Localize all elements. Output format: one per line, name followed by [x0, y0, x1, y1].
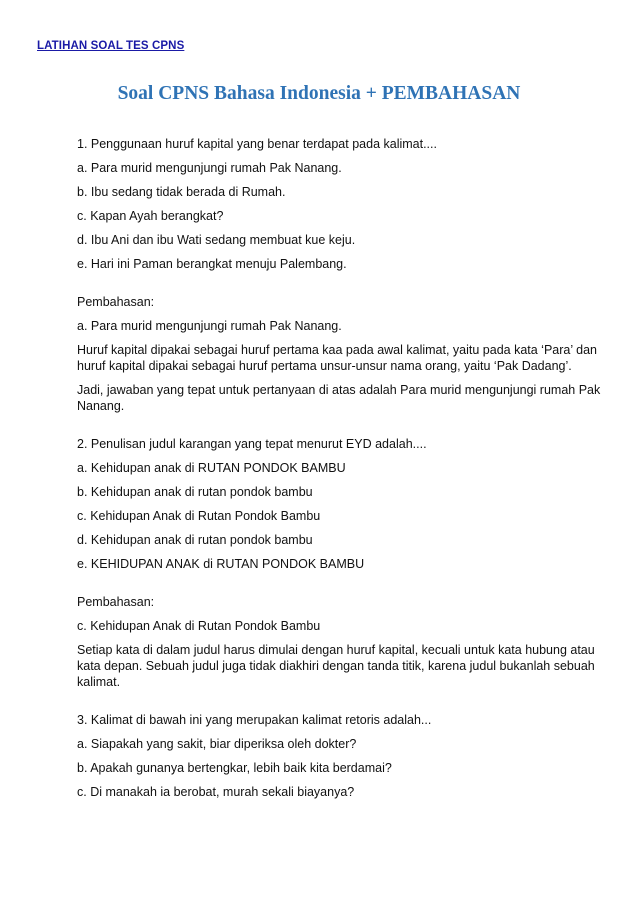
answer-1: a. Para murid mengunjungi rumah Pak Nanang.	[77, 319, 342, 333]
explanation-2a: Setiap kata di dalam judul harus dimulai dengan huruf kapital, kecuali untuk kata hubung atau kata depan. Sebuah judul juga tidak diakhiri dengan tanda titik, karena judul bukanlah sebuah kalimat.	[77, 643, 595, 689]
question-2: 2. Penulisan judul karangan yang tepat menurut EYD adalah....	[77, 437, 427, 451]
spacer	[77, 422, 607, 436]
explanation-1a: Huruf kapital dipakai sebagai huruf pertama kaa pada awal kalimat, yaitu pada kata ‘Para’ dan huruf kapital dipakai sebagai huruf pertama unsur-unsur nama orang, yaitu ‘Pak Dadang’.	[77, 343, 597, 373]
answer-2: c. Kehidupan Anak di Rutan Pondok Bambu	[77, 619, 321, 633]
option-2e: e. KEHIDUPAN ANAK di RUTAN PONDOK BAMBU	[77, 557, 365, 571]
option-2a: a. Kehidupan anak di RUTAN PONDOK BAMBU	[77, 461, 346, 475]
discussion-label-2: Pembahasan:	[77, 595, 155, 609]
document-title: Soal CPNS Bahasa Indonesia + PEMBAHASAN	[117, 83, 521, 104]
option-3a: a. Siapakah yang sakit, biar diperiksa oleh dokter?	[77, 737, 357, 751]
spacer	[77, 280, 607, 294]
spacer	[77, 698, 607, 712]
question-3: 3. Kalimat di bawah ini yang merupakan kalimat retoris adalah...	[77, 713, 432, 727]
explanation-1b: Jadi, jawaban yang tepat untuk pertanyaan di atas adalah Para murid mengunjungi rumah Pak Nanang.	[77, 383, 601, 413]
header-link[interactable]: LATIHAN SOAL TES CPNS	[37, 40, 185, 52]
option-1d: d. Ibu Ani dan ibu Wati sedang membuat kue keju.	[77, 233, 356, 247]
document-body	[77, 136, 607, 808]
spacer	[77, 580, 607, 594]
option-1c: c. Kapan Ayah berangkat?	[77, 209, 224, 223]
option-2d: d. Kehidupan anak di rutan pondok bambu	[77, 533, 313, 547]
option-2c: c. Kehidupan Anak di Rutan Pondok Bambu	[77, 509, 321, 523]
option-1e: e. Hari ini Paman berangkat menuju Palembang.	[77, 257, 347, 271]
option-2b: b. Kehidupan anak di rutan pondok bambu	[77, 485, 313, 499]
option-3b: b. Apakah gunanya bertengkar, lebih baik kita berdamai?	[77, 761, 392, 775]
option-1b: b. Ibu sedang tidak berada di Rumah.	[77, 185, 286, 199]
question-1: 1. Penggunaan huruf kapital yang benar terdapat pada kalimat....	[77, 137, 437, 151]
option-1a: a. Para murid mengunjungi rumah Pak Nanang.	[77, 161, 342, 175]
option-3c: c. Di manakah ia berobat, murah sekali biayanya?	[77, 785, 355, 799]
discussion-label-1: Pembahasan:	[77, 295, 155, 309]
